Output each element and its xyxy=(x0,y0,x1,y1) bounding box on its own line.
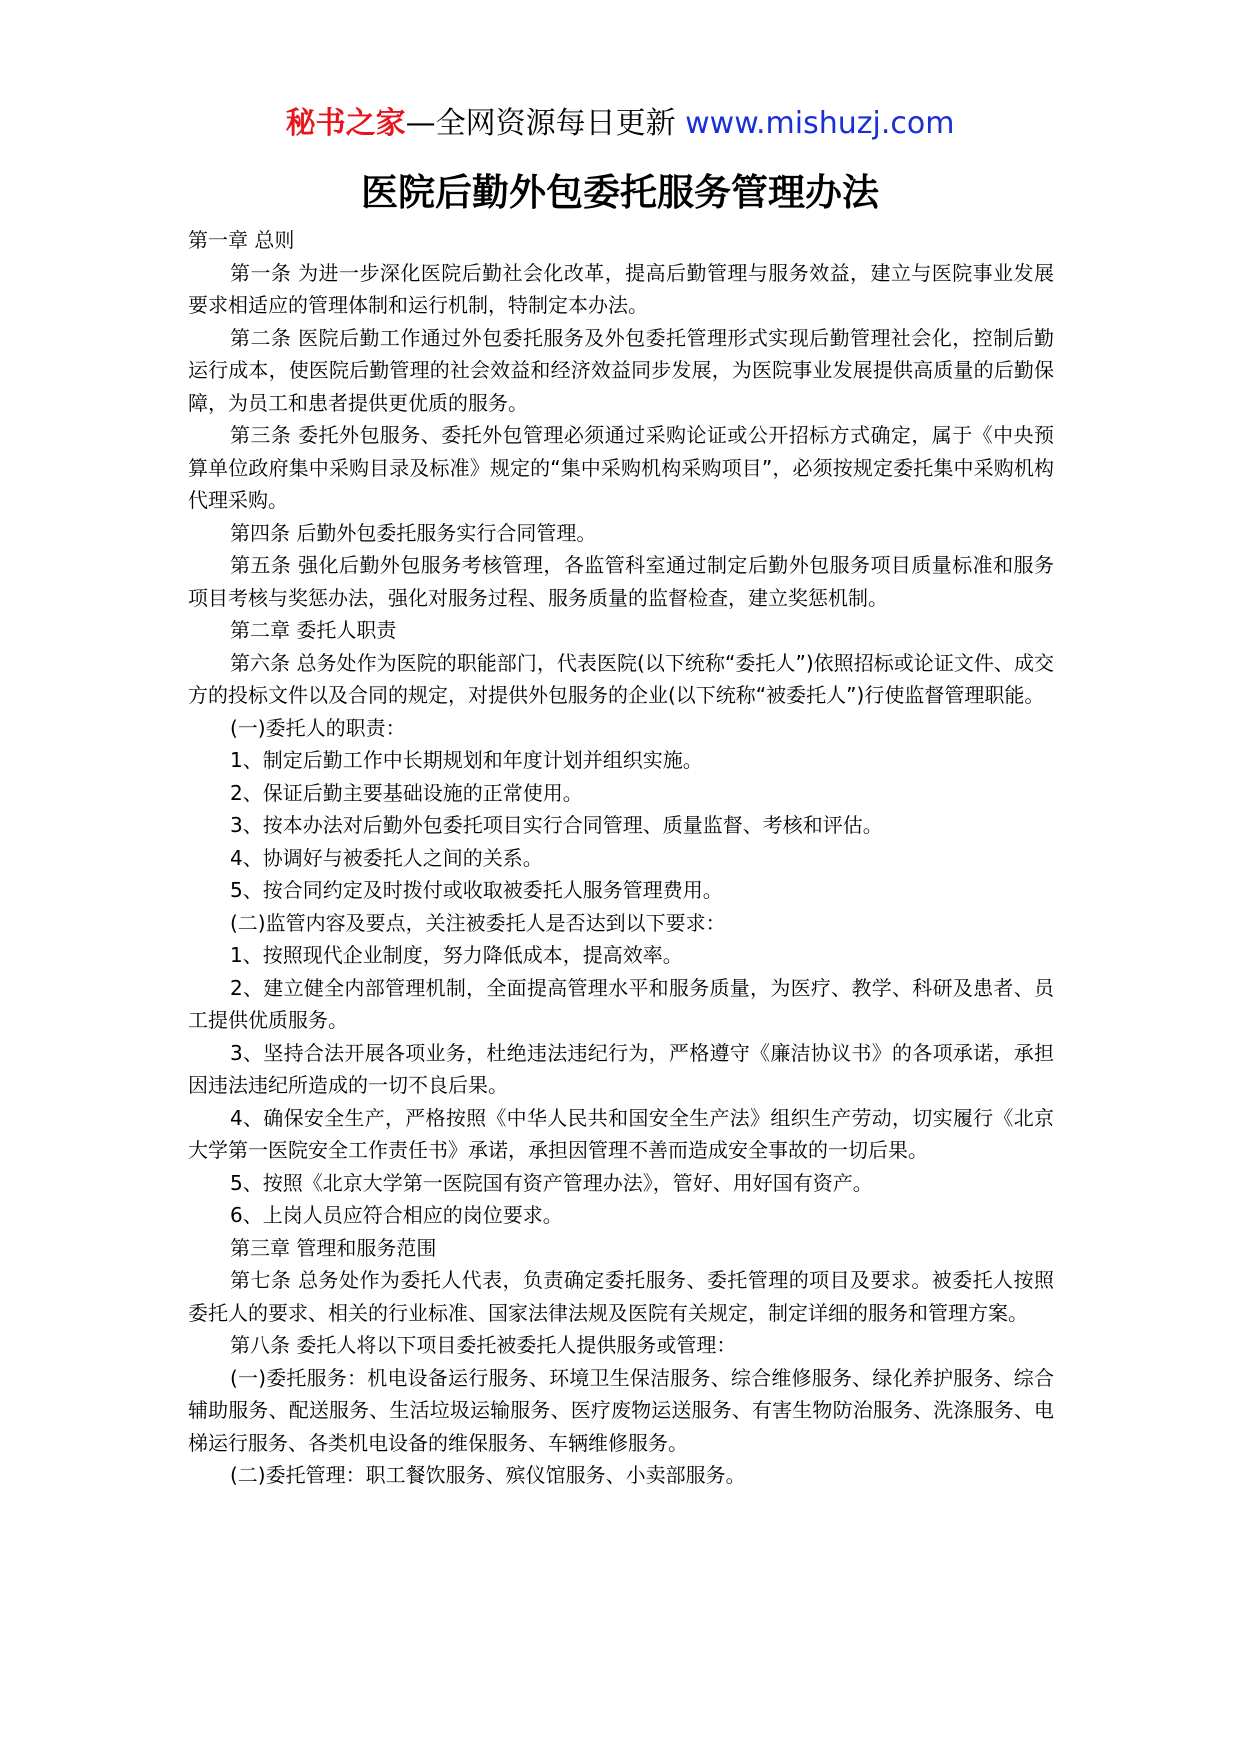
list-item: 5、按合同约定及时拨付或收取被委托人服务管理费用。 xyxy=(230,878,723,902)
list-item: 3、按本办法对后勤外包委托项目实行合同管理、质量监督、考核和评估。 xyxy=(230,813,883,837)
list-heading: (一)委托人的职责： xyxy=(230,715,406,740)
list-item: (二)委托管理：职工餐饮服务、殡仪馆服务、小卖部服务。 xyxy=(230,1463,746,1487)
list-item: 2、保证后勤主要基础设施的正常使用。 xyxy=(230,780,583,805)
list-item: 1、制定后勤工作中长期规划和年度计划并组织实施。 xyxy=(230,748,703,772)
list-item: (一)委托服务：机电设备运行服务、环境卫生保洁服务、综合维修服务、绿化养护服务、综合辅助服务、配送服务、生活垃圾运输服务、医疗废物运送服务、有害生物防治服务、洗涤服务、电梯运行服务、各类机电设备的维保服务、车辆维修服务。 xyxy=(188,1365,1054,1455)
article-paragraph: 第六条 总务处作为医院的职能部门，代表医院(以下统称“委托人”)依照招标或论证文件、成交方的投标文件以及合同的规定，对提供外包服务的企业(以下统称“被委托人”)行使监督管理职能。 xyxy=(188,650,1054,707)
list-item: 2、建立健全内部管理机制，全面提高管理水平和服务质量，为医疗、教学、科研及患者、员工提供优质服务。 xyxy=(188,975,1054,1032)
site-tagline: —全网资源每日更新 xyxy=(405,106,686,141)
list-heading: (二)监管内容及要点，关注被委托人是否达到以下要求： xyxy=(230,910,726,935)
list-item: 4、协调好与被委托人之间的关系。 xyxy=(230,845,543,870)
list-item: 3、坚持合法开展各项业务，杜绝违法违纪行为，严格遵守《廉洁协议书》的各项承诺，承担因违法违纪所造成的一切不良后果。 xyxy=(188,1040,1054,1097)
document-title: 医院后勤外包委托服务管理办法 xyxy=(361,171,879,214)
article-paragraph: 第一条 为进一步深化医院后勤社会化改革，提高后勤管理与服务效益，建立与医院事业发展要求相适应的管理体制和运行机制，特制定本办法。 xyxy=(188,260,1054,317)
list-item: 1、按照现代企业制度，努力降低成本，提高效率。 xyxy=(230,943,683,967)
chapter-heading: 第二章 委托人职责 xyxy=(230,618,397,642)
article-paragraph: 第三条 委托外包服务、委托外包管理必须通过采购论证或公开招标方式确定，属于《中央预算单位政府集中采购目录及标准》规定的“集中采购机构采购项目”，必须按规定委托集中采购机构代理采购。 xyxy=(188,423,1054,512)
chapter-heading: 第三章 管理和服务范围 xyxy=(230,1235,437,1260)
list-item: 5、按照《北京大学第一医院国有资产管理办法》，管好、用好国有资产。 xyxy=(230,1170,873,1195)
site-url-link[interactable]: www.mishuzj.com xyxy=(685,106,955,141)
document-body xyxy=(188,224,1054,1492)
article-paragraph: 第七条 总务处作为委托人代表，负责确定委托服务、委托管理的项目及要求。被委托人按照委托人的要求、相关的行业标准、国家法律法规及医院有关规定，制定详细的服务和管理方案。 xyxy=(188,1268,1054,1325)
article-paragraph: 第八条 委托人将以下项目委托被委托人提供服务或管理： xyxy=(230,1333,737,1357)
article-paragraph: 第二条 医院后勤工作通过外包委托服务及外包委托管理形式实现后勤管理社会化，控制后勤运行成本，使医院后勤管理的社会效益和经济效益同步发展，为医院事业发展提供高质量的后勤保障，为员工和患者提供更优质的服务。 xyxy=(188,325,1054,415)
article-paragraph: 第四条 后勤外包委托服务实行合同管理。 xyxy=(230,520,597,545)
site-header xyxy=(0,102,1240,146)
list-item: 4、确保安全生产，严格按照《中华人民共和国安全生产法》组织生产劳动，切实履行《北京大学第一医院安全工作责任书》承诺，承担因管理不善而造成安全事故的一切后果。 xyxy=(188,1105,1054,1162)
site-brand: 秘书之家 xyxy=(285,106,406,141)
article-paragraph: 第五条 强化后勤外包服务考核管理，各监管科室通过制定后勤外包服务项目质量标准和服务项目考核与奖惩办法，强化对服务过程、服务质量的监督检查，建立奖惩机制。 xyxy=(188,553,1054,610)
chapter-heading: 第一章 总则 xyxy=(188,228,295,252)
list-item: 6、上岗人员应符合相应的岗位要求。 xyxy=(230,1203,563,1227)
